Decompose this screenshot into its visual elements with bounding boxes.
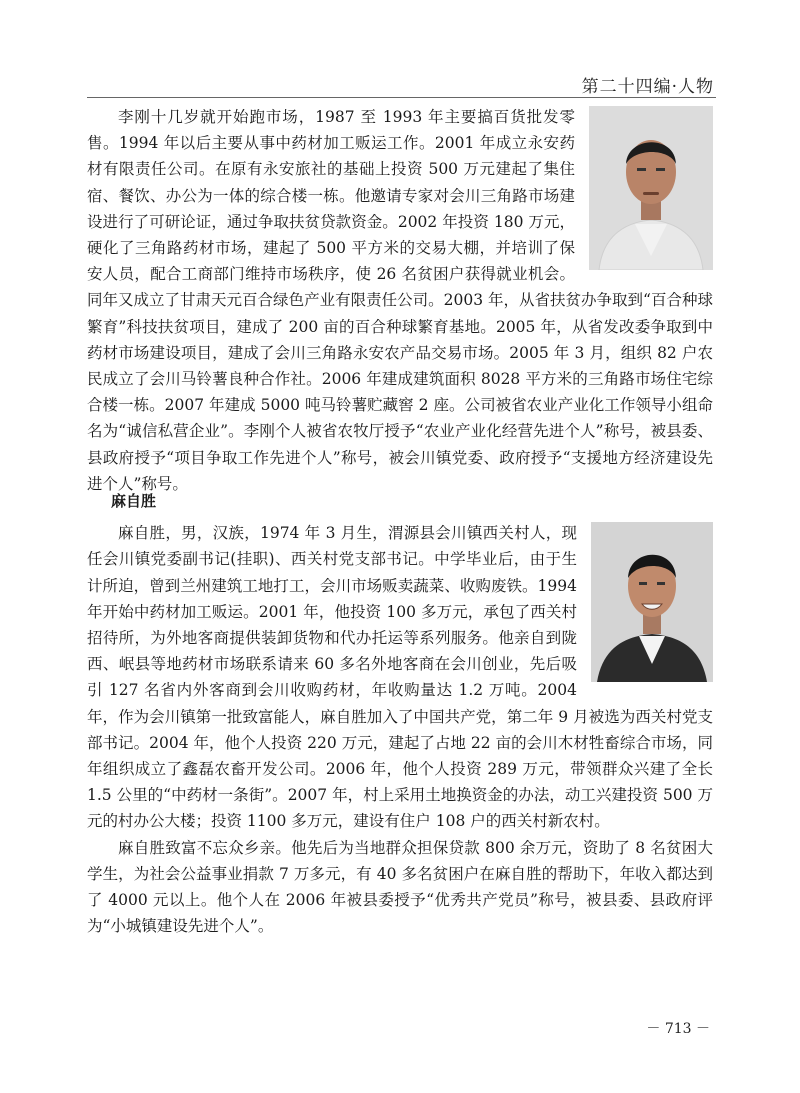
paragraph-ma-zisheng-charity: 麻自胜致富不忘众乡亲。他先后为当地群众担保贷款 800 余万元，资助了 8 名贫困大学生，为社会公益事业捐款 7 万多元，有 40 多名贫困户在麻自胜的帮助下，年收入都达到了 4000 元以上。他个人在 2006 年被县委授予“优秀共产党员”称号，被县委、县政府评为“小城镇建设先进个人”。 [87, 838, 713, 936]
section-li-gang [87, 104, 713, 497]
page-number: － 713 － [646, 1021, 710, 1037]
portrait-man-icon [591, 522, 713, 682]
section-ma-zisheng [87, 488, 713, 939]
portrait-photo-ma-zisheng [591, 522, 713, 682]
paragraph-ma-zisheng-bio: 麻自胜，男，汉族，1974 年 3 月生，渭源县会川镇西关村人，现任会川镇党委副书记(挂职)、西关村党支部书记。中学毕业后，由于生计所迫，曾到兰州建筑工地打工，会川市场贩卖蔬菜、收购废铁。1994 年开始中药材加工贩运。2001 年，他投资 100 多万元，承包了西关村招待所，为外地客商提供装卸货物和代办托运等系列服务。他亲自到陇西、岷县等地药材市场联系请来 60 多名外地客商在会川创业，先后吸引 127 名省内外客商到会川收购药材，年收购量达 1.2 万吨。2004 年，作为会川镇第一批致富能人，麻自胜加入了中国共产党，第二年 9 月被选为西关村党支部书记。2004 年，他个人投资 220 万元，建起了占地 22 亩的会川木材牲畜综合市场，同年组织成立了鑫磊农畜开发公司。2006 年，他个人投资 289 万元，带领群众兴建了全长 1.5 公里的“中药材一条街”。2007 年，村上采用土地换资金的办法，动工兴建投资 500 万元的村办公大楼；投资 1100 多万元，建设有住户 108 户的西关村新农村。 [87, 524, 713, 831]
paragraph-li-gang: 李刚十几岁就开始跑市场，1987 至 1993 年主要搞百货批发零售。1994 年以后主要从事中药材加工贩运工作。2001 年成立永安药材有限责任公司。在原有永安旅社的基础上投资 500 万元建起了集住宿、餐饮、办公为一体的综合楼一栋。他邀请专家对会川三角路市场建设进行了可研论证，通过争取扶贫贷款资金。2002 年投资 180 万元，硬化了三角路药材市场，建起了 500 平方米的交易大棚，并培训了保安人员，配合工商部门维持市场秩序，使 26 名贫困户获得就业机会。同年又成立了甘肃天元百合绿色产业有限责任公司。2003 年，从省扶贫办争取到“百合种球繁育”科技扶贫项目，建成了 200 亩的百合种球繁育基地。2005 年，从省发改委争取到中药材市场建设项目，建成了会川三角路永安农产品交易市场。2005 年 3 月，组织 82 户农民成立了会川马铃薯良种合作社。2006 年建成建筑面积 8028 平方米的三角路市场住宅综合楼一栋。2007 年建成 5000 吨马铃薯贮藏窖 2 座。公司被省农业产业化工作领导小组命名为“诚信私营企业”。李刚个人被省农牧厅授予“农业产业化经营先进个人”称号，被县委、县政府授予“项目争取工作先进个人”称号，被会川镇党委、政府授予“支援地方经济建设先进个人”称号。 [87, 108, 713, 493]
section-heading: 麻自胜 [111, 492, 157, 510]
portrait-photo-li-gang [589, 106, 713, 270]
portrait-man-icon [589, 106, 713, 270]
running-header-title: 第二十四编·人物 [581, 77, 714, 97]
header-divider [87, 97, 716, 98]
